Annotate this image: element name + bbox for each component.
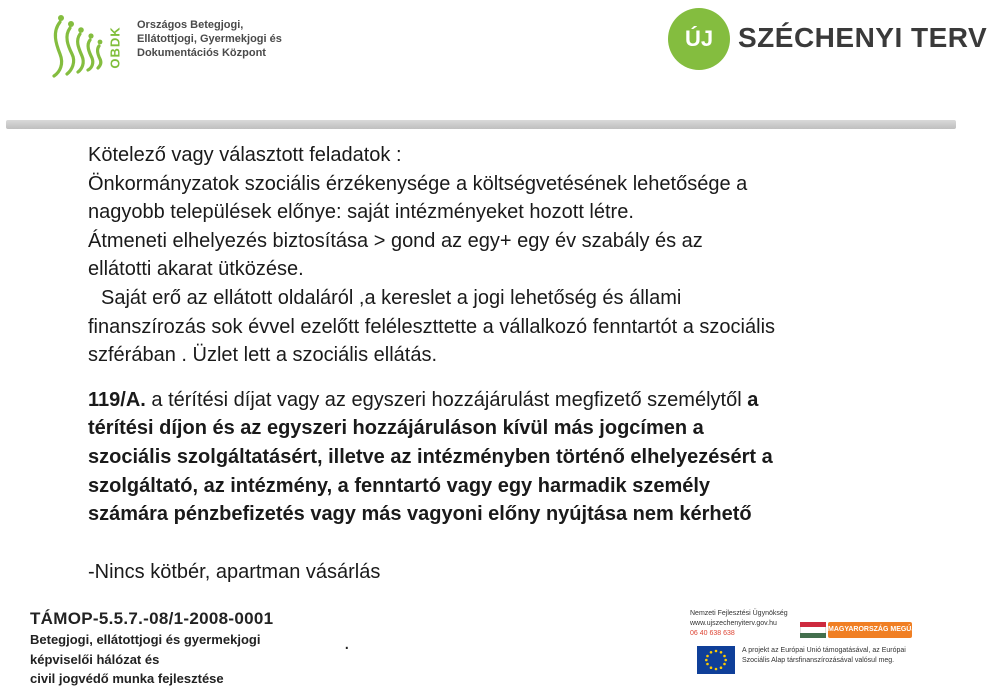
hungarian-flag-icon (800, 622, 826, 638)
slide-body (88, 141, 928, 586)
nfu-line: www.ujszechenyiterv.gov.hu (690, 620, 777, 627)
law-line: szociális szolgáltatásért, illetve az intézményben történő elhelyezésért a (88, 445, 773, 468)
header-divider (6, 120, 956, 129)
law-reference: 119/A. (88, 388, 146, 411)
nfu-line: Nemzeti Fejlesztési Ügynökség (690, 610, 788, 617)
project-line: civil jogvédő munka fejlesztése (30, 671, 224, 686)
stray-dot: . (344, 632, 350, 654)
text-line: ellátotti akarat ütközése. (88, 258, 304, 281)
project-code: TÁMOP-5.5.7.-08/1-2008-0001 (30, 609, 274, 628)
obdk-line: Országos Betegjogi, (137, 19, 244, 31)
obdk-org-name (137, 18, 282, 60)
obdk-line: Ellátottjogi, Gyermekjogi és (137, 33, 282, 45)
obdk-line: Dokumentációs Központ (137, 47, 266, 59)
text-line: Saját erő az ellátott oldaláról ,a kereslet a jogi lehetőség és állami (101, 286, 682, 309)
text-line: Önkormányzatok szociális érzékenysége a költségvetésének lehetősége a (88, 172, 748, 195)
uj-badge: ÚJ (668, 8, 730, 70)
header (0, 0, 987, 125)
eu-line: A projekt az Európai Unió támogatásával, az Európai (742, 647, 906, 654)
text-line: szférában . Üzlet lett a szociális ellátás. (88, 344, 438, 367)
eu-line: Szociális Alap társfinanszírozásával valósul meg. (742, 656, 895, 664)
szechenyi-terv-logo: SZÉCHENYI TERV (738, 22, 987, 53)
eu-flag-icon (697, 646, 735, 674)
text-line: nagyobb települések előnye: saját intézményeket hozott létre. (88, 201, 634, 224)
text-line: finanszírozás sok évvel ezelőtt feléleszttette a vállalkozó fenntartót a szociális (88, 315, 776, 338)
project-line: Betegjogi, ellátottjogi és gyermekjogi (30, 632, 261, 647)
law-line: térítési díjon és az egyszeri hozzájáruláson kívül más jogcímen a (88, 417, 704, 440)
text-line: Átmeneti elhelyezés biztosítása > gond az egy+ egy év szabály és az (88, 229, 703, 252)
nfu-line: 06 40 638 638 (690, 630, 735, 637)
law-line: számára pénzbefizetés vagy más vagyoni előny nyújtása nem kérhető (88, 503, 752, 526)
text-line: Kötelező vagy választott feladatok : (88, 144, 402, 166)
law-line: szolgáltató, az intézmény, a fenntartó vagy egy harmadik személy (88, 474, 711, 497)
nfu-info (690, 609, 790, 639)
law-first-line (88, 386, 928, 415)
eu-funding-note (742, 646, 922, 665)
magyarorszag-megujul-badge: MAGYARORSZÁG MEGÚJUL (828, 622, 912, 638)
project-line: képviselői hálózat és (30, 651, 160, 667)
final-line: -Nincs kötbér, apartman vásárlás (88, 560, 381, 583)
obdk-vertical-mark: OBDK (107, 26, 123, 69)
project-info (30, 608, 273, 689)
law-normal-text: a térítési díjat vagy az egyszeri hozzájárulást megfizető személytől (145, 388, 748, 411)
law-bold-a: a (747, 388, 759, 411)
